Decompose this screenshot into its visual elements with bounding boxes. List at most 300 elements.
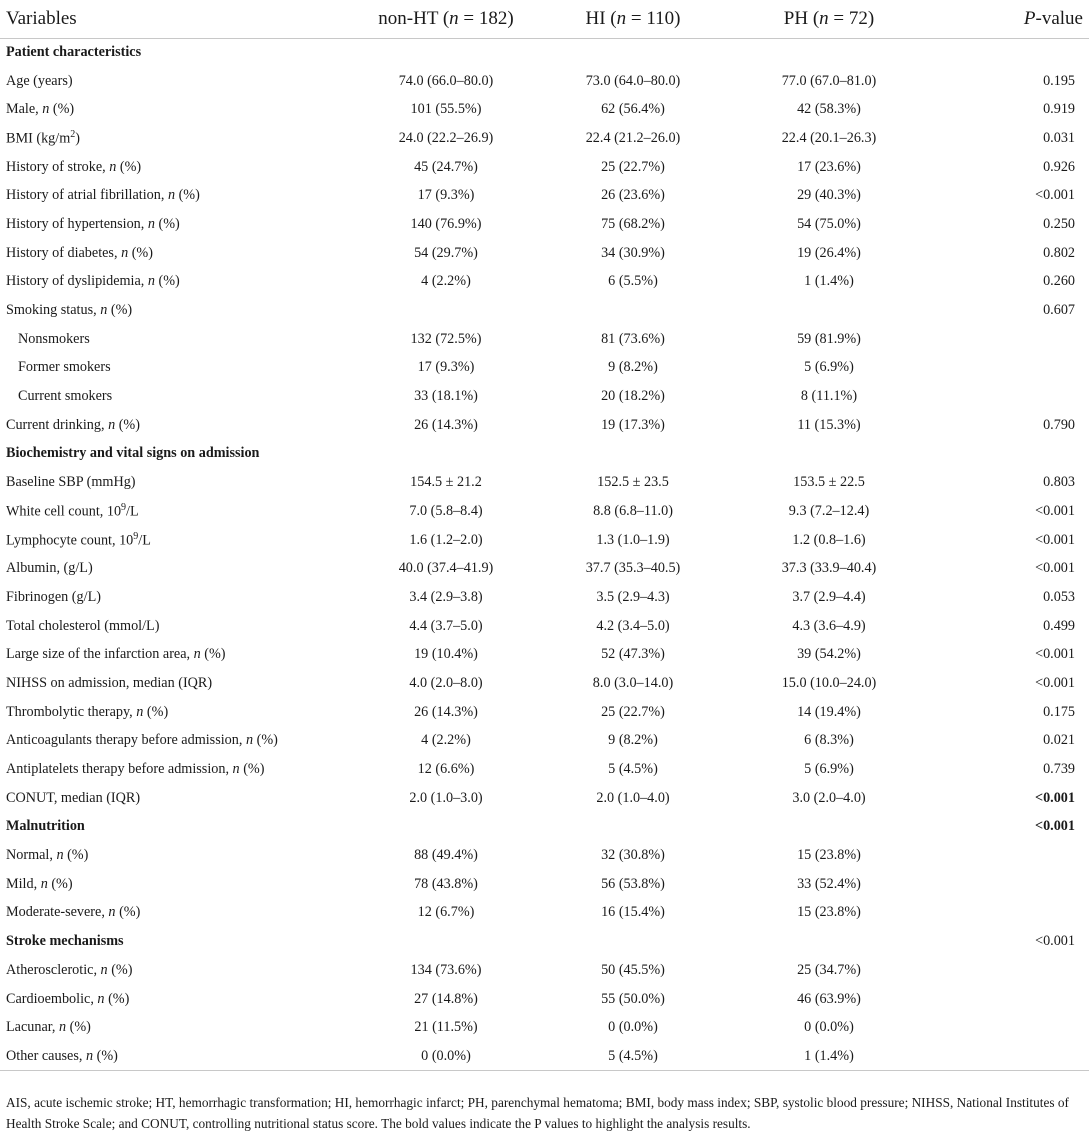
table-body	[0, 38, 1089, 1071]
table-row	[0, 296, 1089, 325]
cell-ph: 4.3 (3.6–4.9)	[792, 617, 866, 634]
label-text: Former smokers	[18, 359, 111, 376]
label-n-italic: n	[109, 158, 117, 175]
cell-ph: 1.2 (0.8–1.6)	[792, 531, 866, 548]
label-suffix: (%)	[154, 273, 180, 290]
table-row	[0, 698, 1089, 727]
label-text: History of hypertension,	[6, 215, 148, 232]
cell-hi	[543, 813, 723, 842]
cell-ph	[723, 813, 935, 842]
cell-non-ht	[349, 296, 543, 325]
label-text: Stroke mechanisms	[6, 933, 124, 950]
label-text: Large size of the infarction area,	[6, 646, 194, 663]
header-non-ht-post: = 182)	[458, 7, 514, 29]
table-row	[0, 411, 1089, 440]
variable-label	[0, 95, 349, 124]
variable-label	[0, 296, 349, 325]
table-row	[0, 67, 1089, 96]
cell-ph: 25 (34.7%)	[797, 961, 861, 978]
table-row	[0, 755, 1089, 784]
cell-ph: 17 (23.6%)	[797, 158, 861, 175]
cell-hi	[543, 440, 723, 469]
cell-non-ht: 7.0 (5.8–8.4)	[409, 502, 483, 519]
cell-hi: 81 (73.6%)	[601, 330, 665, 347]
label-suffix: (%)	[143, 703, 169, 720]
cell-p-value: <0.001	[1035, 646, 1075, 663]
label-text: White cell count, 10	[6, 503, 122, 520]
label-n-italic: n	[85, 1047, 94, 1064]
cell-p-value: 0.790	[1043, 416, 1075, 433]
label-text: History of atrial fibrillation,	[6, 187, 168, 204]
label-text: Baseline SBP (mmHg)	[6, 474, 136, 491]
cell-hi: 5 (4.5%)	[608, 761, 658, 778]
cell-hi: 152.5 ± 23.5	[597, 474, 669, 491]
cell-non-ht: 12 (6.7%)	[417, 904, 475, 921]
cell-ph: 0 (0.0%)	[804, 1019, 854, 1036]
label-text: Current smokers	[18, 388, 113, 405]
label-text: Total cholesterol (mmol/L)	[6, 617, 160, 634]
cell-ph: 29 (40.3%)	[797, 187, 861, 204]
cell-ph: 39 (54.2%)	[797, 646, 861, 663]
cell-p-value: 0.031	[1043, 129, 1075, 146]
cell-ph	[723, 38, 935, 67]
cell-hi: 19 (17.3%)	[601, 416, 665, 433]
cell-ph: 46 (63.9%)	[797, 990, 861, 1007]
cell-hi: 8.0 (3.0–14.0)	[592, 674, 674, 691]
cell-non-ht: 17 (9.3%)	[417, 359, 475, 376]
label-suffix: (%)	[93, 1047, 118, 1064]
cell-ph: 77.0 (67.0–81.0)	[781, 72, 877, 89]
label-n-italic: n	[147, 273, 155, 290]
label-suffix: /L	[138, 532, 151, 549]
cell-non-ht: 33 (18.1%)	[414, 388, 478, 405]
cell-p-value: 0.919	[1043, 101, 1075, 118]
variable-label	[0, 124, 349, 153]
variable-label	[0, 899, 349, 928]
cell-hi: 9 (8.2%)	[608, 732, 658, 749]
cell-ph: 1 (1.4%)	[723, 1042, 935, 1071]
cell-ph: 6 (8.3%)	[804, 732, 854, 749]
header-ph-pre: PH (	[783, 7, 820, 29]
table-header	[0, 0, 1089, 38]
cell-non-ht: 134 (73.6%)	[410, 961, 482, 978]
cell-p-value: 0.739	[1043, 761, 1075, 778]
cell-hi: 62 (56.4%)	[601, 101, 665, 118]
cell-hi: 25 (22.7%)	[601, 158, 665, 175]
table-row	[0, 239, 1089, 268]
cell-non-ht: 1.6 (1.2–2.0)	[409, 531, 483, 548]
cell-hi: 34 (30.9%)	[601, 244, 665, 261]
header-non-ht-n: n	[449, 7, 459, 29]
cell-non-ht: 0 (0.0%)	[349, 1042, 543, 1071]
cell-ph: 22.4 (20.1–26.3)	[781, 129, 877, 146]
header-p-italic: P	[1023, 7, 1036, 29]
variable-label	[0, 526, 349, 555]
table-row	[0, 1042, 1089, 1071]
cell-ph	[723, 440, 935, 469]
table-row	[0, 181, 1089, 210]
section-row	[0, 38, 1089, 67]
section-label	[0, 813, 349, 842]
header-ph-post: = 72)	[828, 7, 875, 29]
cell-non-ht: 101 (55.5%)	[410, 101, 482, 118]
label-text: History of dyslipidemia,	[6, 273, 148, 290]
variable-label	[0, 67, 349, 96]
label-text: Lymphocyte count, 10	[6, 532, 134, 549]
label-n-italic: n	[108, 904, 116, 921]
cell-non-ht: 88 (49.4%)	[414, 847, 478, 864]
cell-ph: 153.5 ± 22.5	[793, 474, 865, 491]
cell-hi: 55 (50.0%)	[601, 990, 665, 1007]
cell-p-value: <0.001	[1035, 674, 1075, 691]
cell-p-value	[935, 956, 1089, 985]
variable-label	[0, 181, 349, 210]
cell-non-ht: 21 (11.5%)	[414, 1019, 478, 1036]
cell-non-ht: 4 (2.2%)	[421, 732, 471, 749]
label-suffix: (%)	[107, 961, 133, 978]
label-text: Patient characteristics	[6, 44, 142, 61]
cell-p-value: 0.175	[1043, 703, 1075, 720]
label-text: Atherosclerotic,	[6, 961, 101, 978]
table-row	[0, 124, 1089, 153]
header-row	[0, 0, 1089, 38]
header-hi-post: = 110)	[626, 7, 681, 29]
cell-p-value: 0.260	[1043, 273, 1075, 290]
variable-label	[0, 985, 349, 1014]
cell-hi: 75 (68.2%)	[601, 215, 665, 232]
cell-hi: 3.5 (2.9–4.3)	[596, 588, 670, 605]
cell-ph: 9.3 (7.2–12.4)	[788, 502, 870, 519]
table-row	[0, 354, 1089, 383]
variable-label	[0, 583, 349, 612]
variable-label	[0, 554, 349, 583]
cell-p-value: 0.499	[1043, 617, 1075, 634]
cell-hi: 4.2 (3.4–5.0)	[596, 617, 670, 634]
cell-non-ht	[349, 927, 543, 956]
variable-label	[0, 497, 349, 526]
variable-label	[0, 784, 349, 813]
table-row	[0, 899, 1089, 928]
cell-hi: 32 (30.8%)	[601, 847, 665, 864]
label-n-italic: n	[147, 215, 155, 232]
header-ph-n: n	[819, 7, 829, 29]
variable-label	[0, 411, 349, 440]
cell-ph: 15.0 (10.0–24.0)	[781, 674, 877, 691]
cell-ph: 59 (81.9%)	[797, 330, 861, 347]
cell-hi: 8.8 (6.8–11.0)	[593, 502, 673, 519]
header-hi-pre: HI (	[585, 7, 617, 29]
cell-hi: 1.3 (1.0–1.9)	[596, 531, 670, 548]
label-n-italic: n	[56, 847, 64, 864]
label-text: CONUT, median (IQR)	[6, 789, 141, 806]
section-label	[0, 38, 349, 67]
label-text: Moderate-severe,	[6, 904, 109, 921]
cell-ph: 5 (6.9%)	[804, 359, 854, 376]
label-text: Malnutrition	[6, 818, 85, 835]
label-text: Mild,	[6, 875, 41, 892]
label-suffix: (%)	[47, 875, 73, 892]
cell-p-value: 0.926	[1043, 158, 1075, 175]
table-row	[0, 612, 1089, 641]
cell-ph: 15 (23.8%)	[797, 847, 861, 864]
cell-hi: 5 (4.5%)	[543, 1042, 723, 1071]
variable-label	[0, 698, 349, 727]
variable-label	[0, 727, 349, 756]
label-suffix: /L	[126, 503, 139, 520]
cell-hi: 26 (23.6%)	[601, 187, 665, 204]
table-row	[0, 268, 1089, 297]
variable-label	[0, 354, 349, 383]
cell-ph: 54 (75.0%)	[797, 215, 861, 232]
cell-p-value: 0.802	[1043, 244, 1075, 261]
label-suffix: )	[75, 130, 80, 147]
table-row	[0, 497, 1089, 526]
label-suffix: (%)	[66, 1019, 91, 1036]
cell-p-value: <0.001	[1035, 502, 1075, 519]
label-text: Thrombolytic therapy,	[6, 703, 137, 720]
cell-ph: 42 (58.3%)	[797, 101, 861, 118]
cell-non-ht	[349, 440, 543, 469]
label-text: Smoking status,	[6, 302, 101, 319]
cell-p-value: <0.001	[1035, 187, 1075, 204]
table-row	[0, 727, 1089, 756]
table-row	[0, 985, 1089, 1014]
cell-p-value	[935, 985, 1089, 1014]
cell-hi: 9 (8.2%)	[608, 359, 658, 376]
cell-ph	[723, 296, 935, 325]
table-row	[0, 325, 1089, 354]
variable-label	[0, 153, 349, 182]
label-text: Normal,	[6, 847, 57, 864]
label-superscript: 9	[133, 530, 139, 542]
cell-p-value: 0.607	[1043, 302, 1075, 319]
variable-label	[0, 210, 349, 239]
label-suffix: (%)	[128, 244, 153, 261]
cell-non-ht: 78 (43.8%)	[414, 875, 478, 892]
label-n-italic: n	[193, 646, 201, 663]
cell-p-value	[935, 870, 1089, 899]
label-text: Albumin, (g/L)	[6, 560, 93, 577]
header-hi	[543, 0, 723, 38]
table-row	[0, 382, 1089, 411]
label-n-italic: n	[97, 990, 105, 1007]
cell-ph: 14 (19.4%)	[797, 703, 861, 720]
label-superscript: 2	[70, 129, 76, 141]
header-non-ht-pre: non-HT (	[378, 7, 450, 29]
label-text: Male,	[6, 101, 43, 118]
variable-label	[0, 956, 349, 985]
cell-non-ht: 154.5 ± 21.2	[410, 474, 482, 491]
cell-non-ht	[349, 38, 543, 67]
label-text: Cardioembolic,	[6, 990, 98, 1007]
cell-hi: 37.7 (35.3–40.5)	[585, 560, 681, 577]
cell-non-ht: 2.0 (1.0–3.0)	[409, 789, 483, 806]
table-row	[0, 640, 1089, 669]
cell-ph: 33 (52.4%)	[797, 875, 861, 892]
table-row	[0, 526, 1089, 555]
cell-ph: 11 (15.3%)	[797, 416, 861, 433]
cell-p-value: 0.195	[1043, 72, 1075, 89]
cell-non-ht: 4.0 (2.0–8.0)	[409, 674, 483, 691]
cell-p-value	[935, 899, 1089, 928]
cell-non-ht: 4.4 (3.7–5.0)	[409, 617, 483, 634]
label-suffix: (%)	[200, 646, 226, 663]
label-suffix: (%)	[175, 187, 200, 204]
cell-non-ht: 132 (72.5%)	[410, 330, 482, 347]
cell-hi: 73.0 (64.0–80.0)	[585, 72, 681, 89]
cell-non-ht: 12 (6.6%)	[417, 761, 475, 778]
label-text: Biochemistry and vital signs on admission	[6, 445, 260, 462]
cell-p-value	[935, 841, 1089, 870]
cell-ph: 37.3 (33.9–40.4)	[781, 560, 877, 577]
cell-hi: 25 (22.7%)	[601, 703, 665, 720]
label-n-italic: n	[136, 703, 144, 720]
variable-label	[0, 268, 349, 297]
label-suffix: (%)	[116, 158, 142, 175]
header-p-value	[935, 0, 1089, 38]
cell-non-ht: 4 (2.2%)	[421, 273, 471, 290]
cell-non-ht	[349, 813, 543, 842]
table-row	[0, 554, 1089, 583]
label-text: Lacunar,	[6, 1019, 59, 1036]
cell-non-ht: 17 (9.3%)	[417, 187, 475, 204]
label-text: History of diabetes,	[6, 244, 122, 261]
cell-hi: 22.4 (21.2–26.0)	[585, 129, 681, 146]
label-text: NIHSS on admission, median (IQR)	[6, 674, 213, 691]
cell-ph: 1 (1.4%)	[804, 273, 854, 290]
table-row	[0, 841, 1089, 870]
cell-non-ht: 26 (14.3%)	[414, 416, 478, 433]
variable-label	[0, 841, 349, 870]
label-n-italic: n	[121, 244, 129, 261]
cell-p-value	[935, 1042, 1089, 1071]
label-text: Fibrinogen (g/L)	[6, 588, 101, 605]
label-suffix: (%)	[154, 215, 180, 232]
cell-p-value: 0.803	[1043, 474, 1075, 491]
label-text: Nonsmokers	[18, 330, 90, 347]
table-row	[0, 583, 1089, 612]
label-suffix: (%)	[63, 847, 89, 864]
label-n-italic: n	[100, 961, 108, 978]
header-non-ht	[349, 0, 543, 38]
cell-p-value: 0.250	[1043, 215, 1075, 232]
cell-hi	[543, 296, 723, 325]
cell-p-value: <0.001	[1034, 789, 1075, 806]
cell-non-ht: 140 (76.9%)	[410, 215, 482, 232]
section-label	[0, 927, 349, 956]
label-suffix: (%)	[115, 904, 141, 921]
cell-hi: 6 (5.5%)	[608, 273, 658, 290]
label-suffix: (%)	[107, 302, 133, 319]
cell-non-ht: 54 (29.7%)	[414, 244, 478, 261]
cell-hi	[543, 927, 723, 956]
label-n-italic: n	[40, 875, 48, 892]
section-row	[0, 440, 1089, 469]
cell-ph	[723, 927, 935, 956]
cell-p-value: 0.021	[1043, 732, 1075, 749]
cell-non-ht: 27 (14.8%)	[414, 990, 478, 1007]
cell-non-ht: 26 (14.3%)	[414, 703, 478, 720]
label-text: Antiplatelets therapy before admission,	[6, 761, 233, 778]
table-row	[0, 870, 1089, 899]
cell-p-value: 0.053	[1043, 588, 1075, 605]
cell-non-ht: 74.0 (66.0–80.0)	[398, 72, 494, 89]
table-row	[0, 468, 1089, 497]
cell-hi: 16 (15.4%)	[601, 904, 665, 921]
label-text: History of stroke,	[6, 158, 110, 175]
label-n-italic: n	[108, 416, 116, 433]
cell-non-ht: 19 (10.4%)	[414, 646, 478, 663]
label-suffix: (%)	[239, 761, 265, 778]
section-row	[0, 927, 1089, 956]
cell-p-value: <0.001	[1035, 933, 1075, 950]
label-superscript: 9	[121, 501, 127, 513]
table-row	[0, 784, 1089, 813]
header-variables: Variables	[0, 0, 349, 38]
cell-p-value: <0.001	[1035, 531, 1075, 548]
cell-ph: 3.0 (2.0–4.0)	[792, 789, 866, 806]
variable-label	[0, 239, 349, 268]
label-n-italic: n	[232, 761, 240, 778]
table-row	[0, 153, 1089, 182]
label-suffix: (%)	[115, 416, 140, 433]
cell-p-value	[935, 354, 1089, 383]
cell-p-value	[935, 325, 1089, 354]
variable-label	[0, 870, 349, 899]
cell-ph: 15 (23.8%)	[797, 904, 861, 921]
cell-p-value: <0.001	[1035, 560, 1075, 577]
label-n-italic: n	[245, 732, 254, 749]
variable-label	[0, 755, 349, 784]
cell-p-value	[935, 1013, 1089, 1042]
cell-p-value	[935, 382, 1089, 411]
label-text: BMI (kg/m	[6, 130, 71, 147]
cell-p-value: <0.001	[1034, 818, 1075, 835]
cell-hi: 0 (0.0%)	[608, 1019, 658, 1036]
cell-ph: 19 (26.4%)	[797, 244, 861, 261]
label-n-italic: n	[100, 302, 108, 319]
cell-ph: 3.7 (2.9–4.4)	[792, 588, 866, 605]
section-row	[0, 813, 1089, 842]
table-row	[0, 1013, 1089, 1042]
label-suffix: (%)	[104, 990, 130, 1007]
table-row	[0, 210, 1089, 239]
label-n-italic: n	[42, 101, 50, 118]
cell-ph: 5 (6.9%)	[804, 761, 854, 778]
variable-label	[0, 468, 349, 497]
variable-label	[0, 1013, 349, 1042]
variable-label	[0, 640, 349, 669]
table-row	[0, 956, 1089, 985]
label-text: Current drinking,	[6, 416, 109, 433]
table-row	[0, 95, 1089, 124]
cell-p-value	[935, 440, 1089, 469]
cell-non-ht: 24.0 (22.2–26.9)	[398, 129, 494, 146]
variable-label	[0, 382, 349, 411]
cell-hi	[543, 38, 723, 67]
variable-label	[0, 612, 349, 641]
cell-non-ht: 45 (24.7%)	[414, 158, 478, 175]
cell-hi: 52 (47.3%)	[601, 646, 665, 663]
label-text: Anticoagulants therapy before admission,	[6, 732, 246, 749]
label-text: Other causes,	[6, 1047, 86, 1064]
label-n-italic: n	[167, 187, 176, 204]
cell-non-ht: 40.0 (37.4–41.9)	[398, 560, 494, 577]
section-label	[0, 440, 349, 469]
cell-ph: 8 (11.1%)	[800, 388, 858, 405]
label-suffix: (%)	[49, 101, 75, 118]
table-footnote: AIS, acute ischemic stroke; HT, hemorrhagic transformation; HI, hemorrhagic infarct; PH, parenchymal hematoma; BMI, body mass index; SBP, systolic blood pressure; NIHSS, National Institutes of Health Stroke Scale; and CONUT, controlling nutritional status score. The bold values indicate the P values to highlight the analysis results.	[6, 1095, 1069, 1131]
